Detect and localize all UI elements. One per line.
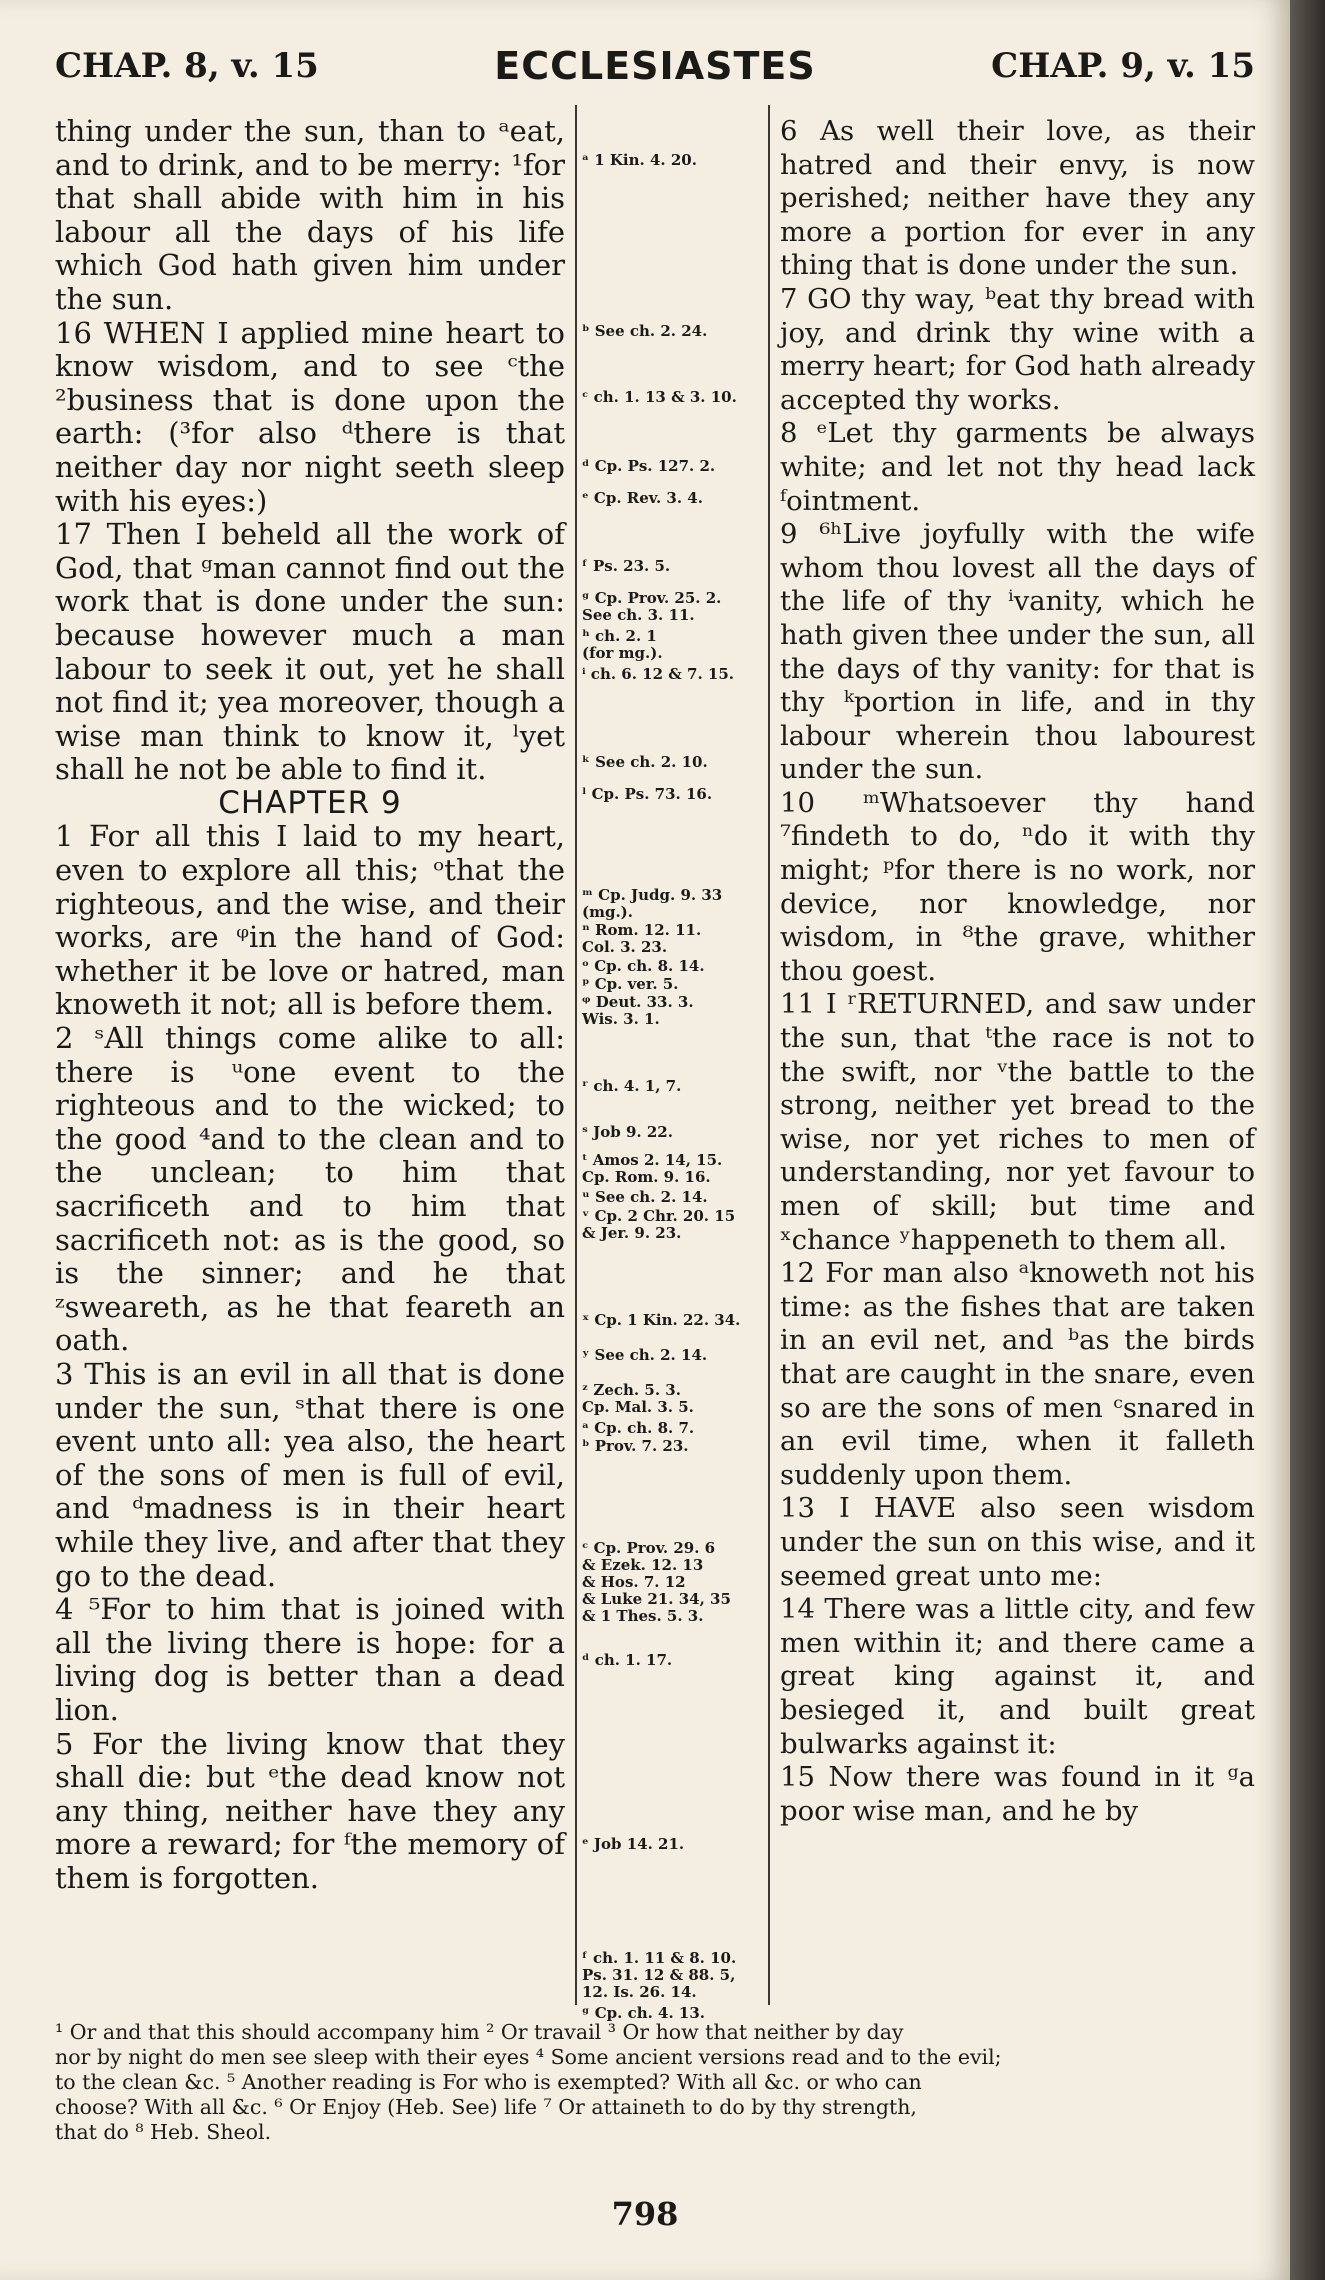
cross-reference: ᵇ See ch. 2. 24. (582, 322, 708, 340)
footnote-line: ¹ Or and that this should accompany him ² Or travail ³ Or how that neither by day (55, 2020, 904, 2044)
verse-9-15: 15 Now there was found in it ᵍa poor wise man, and he by (780, 1761, 1255, 1827)
cross-reference: ᵉ Job 14. 21. (582, 1835, 685, 1853)
verse-8-17: 17 Then I beheld all the work of God, that ᵍman cannot find out the work that is done under the sun: because however much a man labour to seek it out, yet he shall not find it; yea moreover, though a wise man think to know it, ˡyet shall he not be able to find it. (55, 517, 565, 787)
cross-reference: ⁿ Rom. 12. 11. Col. 3. 23. (582, 921, 702, 956)
right-text-column (780, 115, 1255, 1828)
footnote-line: nor by night do men see sleep with their eyes ⁴ Some ancient versions read and to the evil; (55, 2045, 1002, 2069)
verse-9-5: 5 For the living know that they shall die: but ᵉthe dead know not any thing, neither have they any more a reward; for ᶠthe memory of them is forgotten. (55, 1726, 565, 1895)
verse-9-1: 1 For all this I laid to my heart, even to explore all this; ᵒthat the righteous, and the wise, and their works, are ᵠin the hand of God: whether it be love or hatred, man knoweth it not; all is before them. (55, 819, 565, 1022)
column-divider-right (768, 105, 770, 2005)
cross-reference: ᵍ Cp. ch. 4. 13. (582, 2004, 706, 2022)
verse-9-10: 10 ᵐWhatsoever thy hand ⁷findeth to do, ⁿdo it with thy might; ᵖfor there is no work, nor device, nor knowledge, nor wisdom, in ⁸the grave, whither thou goest. (780, 786, 1255, 987)
verse-9-13: 13 I HAVE also seen wisdom under the sun on this wise, and it seemed great unto me: (780, 1492, 1255, 1592)
chapter-heading: CHAPTER 9 (218, 784, 402, 821)
cross-reference: ᵘ See ch. 2. 14. (582, 1188, 708, 1206)
verse-9-6: 6 As well their love, as their hatred and their envy, is now perished; neither have they any more a portion for ever in any thing that is done under the sun. (780, 115, 1255, 282)
cross-reference: ᶠ Ps. 23. 5. (582, 557, 671, 575)
cross-reference: ʳ ch. 4. 1, 7. (582, 1077, 682, 1095)
cross-reference: ᶠ ch. 1. 11 & 8. 10. Ps. 31. 12 & 88. 5, 12. Is. 26. 14. (582, 1949, 737, 2001)
verse-9-14: 14 There was a little city, and few men within it; and there came a great king against it, and besieged it, and built great bulwarks against it: (780, 1593, 1255, 1760)
cross-reference: ᵃ 1 Kin. 4. 20. (582, 151, 697, 169)
verse-8-16: 16 WHEN I applied mine heart to know wisdom, and to see ᶜthe ²business that is done upon the earth: (³for also ᵈthere is that neither day nor night seeth sleep with his eyes:) (55, 315, 565, 518)
verse-9-8: 8 ᵉLet thy garments be always white; and let not thy head lack ᶠointment. (780, 417, 1255, 517)
cross-reference: ᵐ Cp. Judg. 9. 33 (mg.). (582, 886, 723, 921)
cross-reference: ᶜ ch. 1. 13 & 3. 10. (582, 388, 737, 406)
cross-reference: ᵇ Prov. 7. 23. (582, 1437, 689, 1455)
column-divider-left (575, 105, 577, 2005)
cross-reference-column (582, 110, 762, 2022)
cross-reference: ˢ Job 9. 22. (582, 1123, 673, 1141)
header-book-title: ECCLESIASTES (494, 44, 816, 88)
verse-9-12: 12 For man also ᵃknoweth not his time: as the fishes that are taken in an evil net, and ᵇas the birds that are caught in the snare, even so are the sons of men ᶜsnared in an evil time, when it falleth suddenly upon them. (780, 1257, 1255, 1491)
verse-9-7: 7 GO thy way, ᵇeat thy bread with joy, and drink thy wine with a merry heart; for God hath already accepted thy works. (780, 282, 1255, 416)
cross-reference: ᵖ Cp. ver. 5. (582, 975, 679, 993)
left-text-column (55, 115, 565, 1895)
header-right: CHAP. 9, v. 15 (991, 46, 1255, 86)
cross-reference: ⁱ ch. 6. 12 & 7. 15. (582, 665, 735, 683)
book-spine-edge (1290, 0, 1325, 2280)
verse-9-2: 2 ˢAll things come alike to all: there is ᵘone event to the righteous and to the wicked; to the good ⁴and to the clean and to the unclean; to him that sacrificeth and to him that sacrificeth not: as is the good, so is the sinner; and he that ᶻsweareth, as he that feareth an oath. (55, 1021, 565, 1358)
footnotes (55, 2020, 1260, 2145)
cross-reference: ʸ See ch. 2. 14. (582, 1346, 708, 1364)
cross-reference: ᵃ Cp. ch. 8. 7. (582, 1419, 695, 1437)
cross-reference: ᵛ Cp. 2 Chr. 20. 15 & Jer. 9. 23. (582, 1207, 736, 1242)
cross-reference: ʰ ch. 2. 1 (for mg.). (582, 627, 663, 662)
cross-reference: ᵗ Amos 2. 14, 15. Cp. Rom. 9. 16. (582, 1151, 723, 1186)
cross-reference: ᶜ Cp. Prov. 29. 6 & Ezek. 12. 13 & Hos. 7. 12 & Luke 21. 34, 35 & 1 Thes. 5. 3. (582, 1539, 731, 1625)
cross-reference: ᶻ Zech. 5. 3. Cp. Mal. 3. 5. (582, 1381, 694, 1416)
header-left: CHAP. 8, v. 15 (55, 46, 319, 86)
page-number: 798 (611, 2195, 679, 2233)
cross-reference: ᵠ Deut. 33. 3. Wis. 3. 1. (582, 993, 694, 1028)
footnote-line: choose? With all &c. ⁶ Or Enjoy (Heb. See) life ⁷ Or attaineth to do by thy strength, (55, 2095, 917, 2119)
verse-9-11: 11 I ʳRETURNED, and saw under the sun, that ᵗthe race is not to the swift, nor ᵛthe battle to the strong, neither yet bread to the wise, nor yet riches to men of understanding, nor yet favour to men of skill; but time and ˣchance ʸhappeneth to them all. (780, 988, 1255, 1256)
verse-9-3: 3 This is an evil in all that is done under the sun, ˢthat there is one event unto all: yea also, the heart of the sons of men is full of evil, and ᵈmadness is in their heart while they live, and after that they go to the dead. (55, 1356, 565, 1593)
verse-9-9: 9 ⁶ʰLive joyfully with the wife whom thou lovest all the days of the life of thy ⁱvanity, which he hath given thee under the sun, all the days of thy vanity: for that is thy ᵏportion in life, and in thy labour wherein thou labourest under the sun. (780, 518, 1255, 786)
verse-9-4: 4 ⁵For to him that is joined with all the living there is hope: for a living dog is better than a dead lion. (55, 1592, 565, 1727)
cross-reference: ᵈ ch. 1. 17. (582, 1651, 673, 1669)
cross-reference: ᵒ Cp. ch. 8. 14. (582, 957, 705, 975)
cross-reference: ˡ Cp. Ps. 73. 16. (582, 785, 713, 803)
cross-reference: ˣ Cp. 1 Kin. 22. 34. (582, 1311, 741, 1329)
cross-reference: ᵍ Cp. Prov. 25. 2. See ch. 3. 11. (582, 589, 722, 624)
cross-reference: ᵉ Cp. Rev. 3. 4. (582, 489, 703, 507)
footnote-line: to the clean &c. ⁵ Another reading is For who is exempted? With all &c. or who can (55, 2070, 922, 2094)
running-header (55, 40, 1255, 100)
cross-reference: ᵏ See ch. 2. 10. (582, 753, 708, 771)
cross-reference: ᵈ Cp. Ps. 127. 2. (582, 457, 716, 475)
verse-8-15: thing under the sun, than to ᵃeat, and to drink, and to be merry: ¹for that shall abide with him in his labour all the days of his life which God hath given him under the sun. (55, 114, 565, 316)
footnote-line: that do ⁸ Heb. Sheol. (55, 2120, 272, 2144)
